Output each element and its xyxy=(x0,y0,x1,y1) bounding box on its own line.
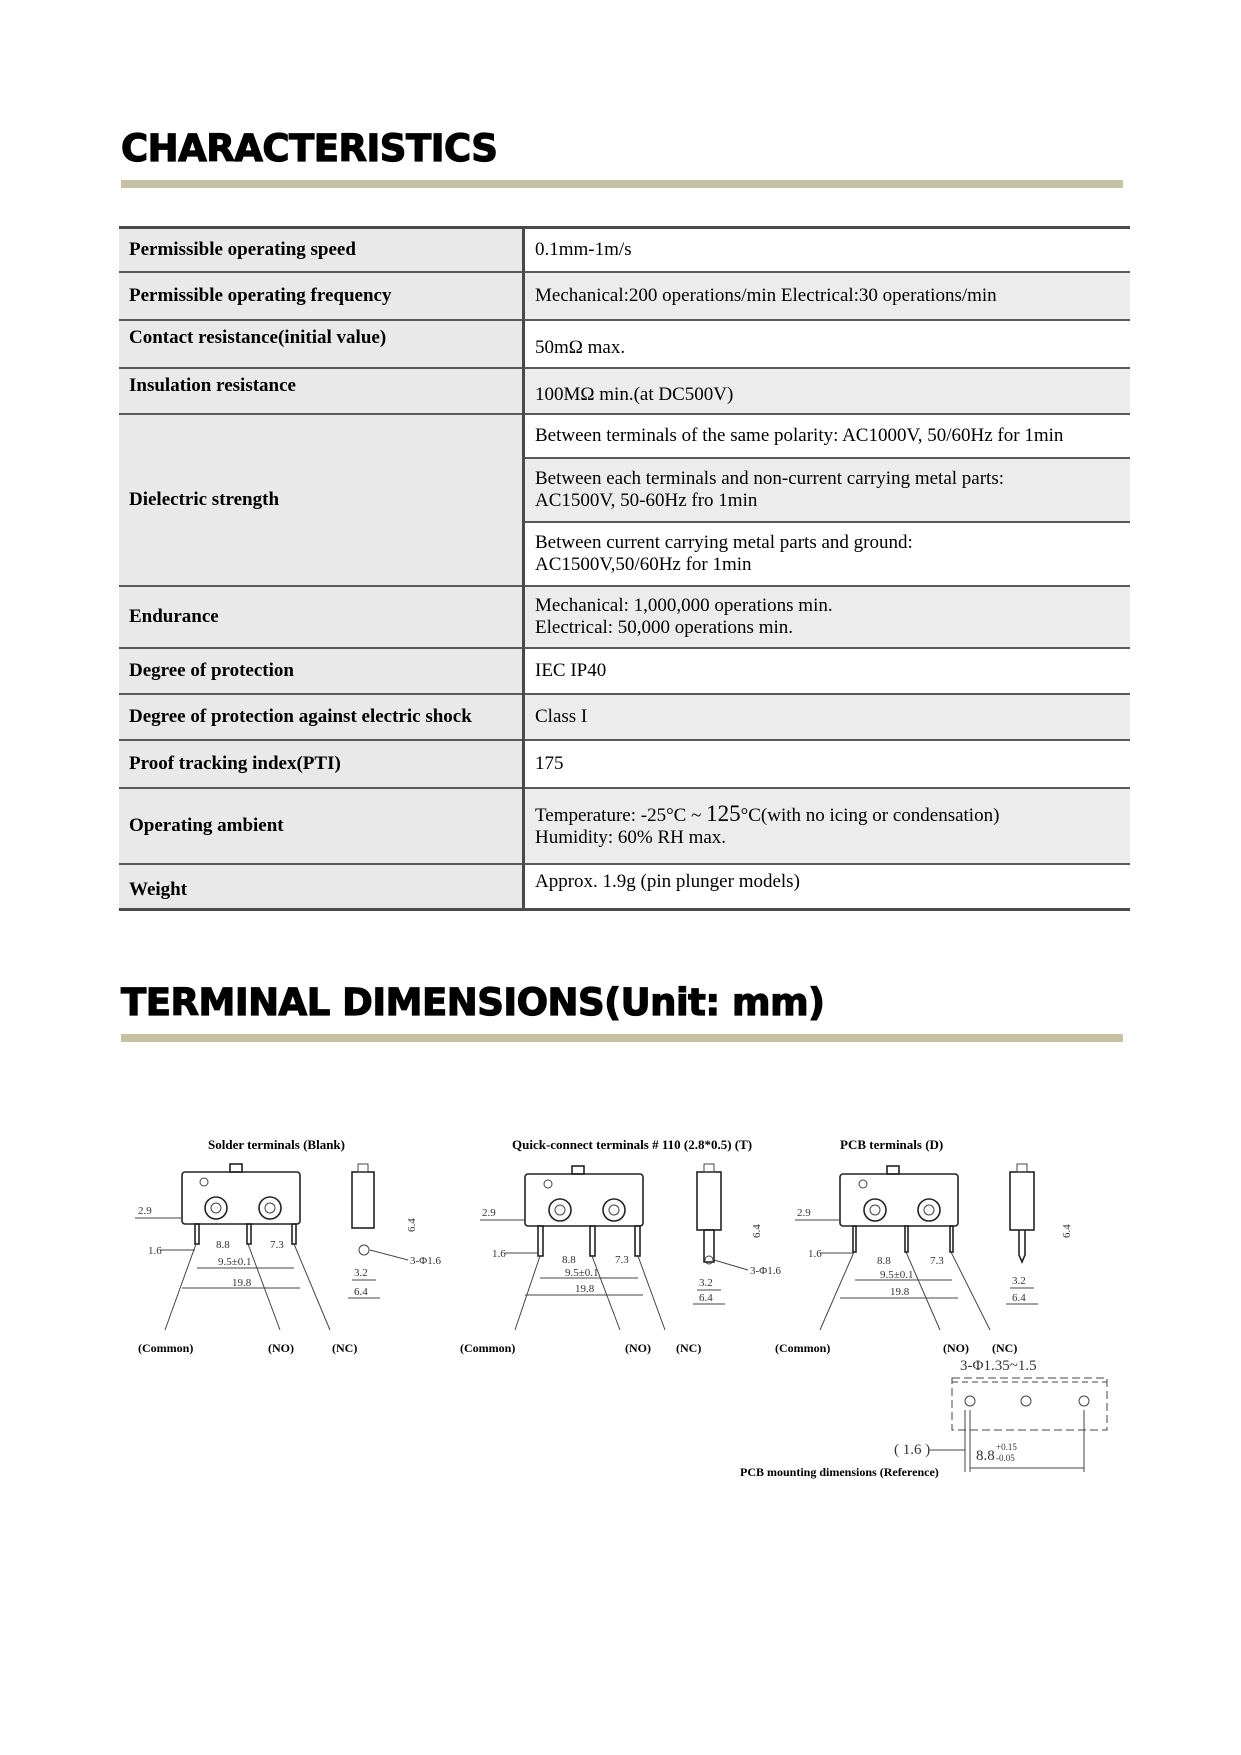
characteristics-heading: CHARACTERISTICS xyxy=(121,127,498,170)
dim-label: 19.8 xyxy=(890,1286,910,1298)
row-value: Mechanical:200 operations/min Electrical:30 operations/min xyxy=(524,272,1131,320)
table-row xyxy=(119,320,1130,368)
leader-line xyxy=(951,1252,990,1330)
value-line: Mechanical: 1,000,000 operations min. xyxy=(535,594,833,616)
switch-body-outline xyxy=(840,1174,958,1226)
row-value: Approx. 1.9g (pin plunger models) xyxy=(524,864,1131,910)
row-value: 175 xyxy=(524,740,1131,788)
dim-label: 1.6 xyxy=(808,1248,822,1260)
mount-hole-right xyxy=(603,1199,625,1221)
pcb-tol-plus: +0.15 xyxy=(996,1442,1017,1452)
value-line: Between current carrying metal parts and ground: xyxy=(535,531,913,553)
row-key: Dielectric strength xyxy=(119,414,524,586)
side-terminal-hole xyxy=(705,1256,713,1264)
dim-label: 9.5±0.1 xyxy=(565,1267,599,1279)
diagram-caption: Solder terminals (Blank) xyxy=(208,1137,345,1152)
characteristics-table xyxy=(119,226,1130,911)
terminal-no xyxy=(905,1226,908,1252)
terminal-nc xyxy=(292,1224,296,1244)
dim-label: 1.6 xyxy=(492,1248,506,1260)
dim-label: 6.4 xyxy=(1061,1224,1073,1238)
dim-label: 19.8 xyxy=(232,1277,252,1289)
side-view-outline xyxy=(1010,1172,1034,1230)
table-row xyxy=(119,788,1130,864)
row-value: 0.1mm-1m/s xyxy=(524,228,1131,272)
label-nc: (NC) xyxy=(676,1341,702,1355)
row-value xyxy=(524,522,1131,586)
diagram-caption: Quick-connect terminals # 110 (2.8*0.5) (T) xyxy=(512,1137,753,1152)
dim-label: 6.4 xyxy=(406,1218,418,1232)
table-row xyxy=(119,864,1130,910)
pcb-hole xyxy=(965,1396,975,1406)
dim-label: 2.9 xyxy=(138,1205,152,1217)
mount-hole-right-inner xyxy=(265,1203,275,1213)
side-pcb-pin xyxy=(1019,1230,1025,1262)
dim-label: 2.9 xyxy=(797,1207,811,1219)
row-value: Between terminals of the same polarity: AC1000V, 50/60Hz for 1min xyxy=(524,414,1131,458)
diagram-caption: PCB terminals (D) xyxy=(840,1137,944,1152)
pcb-hole xyxy=(1021,1396,1031,1406)
value-line: AC1500V, 50-60Hz fro 1min xyxy=(535,489,758,511)
heading-rule xyxy=(121,1034,1123,1042)
mount-hole-right-inner xyxy=(924,1205,934,1215)
table-row xyxy=(119,648,1130,694)
table-row xyxy=(119,368,1130,414)
plunger-outline xyxy=(572,1166,584,1174)
label-nc: (NC) xyxy=(992,1341,1018,1355)
quick-connect-terminal-drawing xyxy=(460,1137,781,1355)
side-view-outline xyxy=(352,1172,374,1228)
leader-line xyxy=(515,1256,540,1330)
dim-label: 7.3 xyxy=(270,1239,284,1251)
dim-label: 7.3 xyxy=(930,1255,944,1267)
value-line: Between each terminals and non-current carrying metal parts: xyxy=(535,467,1004,489)
dim-label: 9.5±0.1 xyxy=(218,1256,252,1268)
dim-label: 3.2 xyxy=(1012,1275,1026,1287)
row-key: Permissible operating frequency xyxy=(119,272,524,320)
label-common: (Common) xyxy=(460,1341,516,1355)
dim-label: 6.4 xyxy=(699,1292,713,1304)
mount-hole-left xyxy=(549,1199,571,1221)
terminal-common xyxy=(853,1226,856,1252)
switch-body-outline xyxy=(182,1172,300,1224)
dim-label: 8.8 xyxy=(216,1239,230,1251)
dim-label: 8.8 xyxy=(562,1254,576,1266)
dim-label: 9.5±0.1 xyxy=(880,1269,914,1281)
pcb-offset-label: ( 1.6 ) xyxy=(894,1442,931,1458)
terminal-no xyxy=(590,1226,595,1256)
row-key: Permissible operating speed xyxy=(119,228,524,272)
value-temp-max: 125 xyxy=(706,800,741,826)
row-key: Weight xyxy=(119,864,524,910)
mount-hole-small xyxy=(544,1180,552,1188)
dim-label: 6.4 xyxy=(354,1286,368,1298)
row-key: Degree of protection xyxy=(119,648,524,694)
row-value: Class I xyxy=(524,694,1131,740)
heading-rule xyxy=(121,180,1123,188)
dim-label: 7.3 xyxy=(615,1254,629,1266)
row-key: Insulation resistance xyxy=(119,368,524,414)
row-key: Contact resistance(initial value) xyxy=(119,320,524,368)
leader-line xyxy=(592,1256,620,1330)
row-value xyxy=(524,458,1131,522)
row-value: 50mΩ max. xyxy=(524,320,1131,368)
value-line: Electrical: 50,000 operations min. xyxy=(535,616,794,638)
value-line: Humidity: 60% RH max. xyxy=(535,826,727,848)
side-terminal-hole xyxy=(359,1245,369,1255)
dimensions-heading: TERMINAL DIMENSIONS(Unit: mm) xyxy=(121,981,825,1024)
pcb-tol-minus: -0.05 xyxy=(996,1453,1015,1463)
pcb-holes-label: 3-Φ1.35~1.5 xyxy=(960,1358,1037,1374)
label-no: (NO) xyxy=(625,1341,651,1355)
label-common: (Common) xyxy=(775,1341,831,1355)
mount-hole-right-inner xyxy=(609,1205,619,1215)
mount-hole-right xyxy=(918,1199,940,1221)
pcb-mount-caption: PCB mounting dimensions (Reference) xyxy=(740,1465,939,1479)
pcb-hole xyxy=(1079,1396,1089,1406)
mount-hole-right xyxy=(259,1197,281,1219)
terminal-nc xyxy=(635,1226,640,1256)
dim-label: 3-Φ1.6 xyxy=(410,1255,441,1267)
dim-label: 3.2 xyxy=(354,1267,368,1279)
table-row xyxy=(119,586,1130,648)
mount-hole-left xyxy=(864,1199,886,1221)
side-plunger xyxy=(358,1164,368,1172)
row-key: Proof tracking index(PTI) xyxy=(119,740,524,788)
label-no: (NO) xyxy=(268,1341,294,1355)
mount-hole-left-inner xyxy=(555,1205,565,1215)
plunger-outline xyxy=(230,1164,242,1172)
row-value xyxy=(524,586,1131,648)
row-value: 100MΩ min.(at DC500V) xyxy=(524,368,1131,414)
dim-label: 3.2 xyxy=(699,1277,713,1289)
terminal-nc xyxy=(950,1226,953,1252)
leader-line xyxy=(820,1252,854,1330)
table-row xyxy=(119,694,1130,740)
dim-label: 2.9 xyxy=(482,1207,496,1219)
dim-label: 8.8 xyxy=(877,1255,891,1267)
row-key: Degree of protection against electric shock xyxy=(119,694,524,740)
table-row xyxy=(119,740,1130,788)
leader-line xyxy=(714,1260,748,1270)
leader-line xyxy=(248,1244,280,1330)
side-plunger xyxy=(704,1164,714,1172)
mount-hole-left xyxy=(205,1197,227,1219)
value-line: Temperature: -25°C ~ xyxy=(535,804,707,826)
switch-body-outline xyxy=(525,1174,643,1226)
terminal-common xyxy=(538,1226,543,1256)
solder-terminal-drawing xyxy=(135,1137,441,1355)
row-value xyxy=(524,788,1131,864)
leader-line xyxy=(638,1256,665,1330)
dim-label: 6.4 xyxy=(1012,1292,1026,1304)
table-row xyxy=(119,272,1130,320)
mount-hole-small xyxy=(200,1178,208,1186)
plunger-outline xyxy=(887,1166,899,1174)
label-no: (NO) xyxy=(943,1341,969,1355)
label-common: (Common) xyxy=(138,1341,194,1355)
row-key: Endurance xyxy=(119,586,524,648)
side-plunger xyxy=(1017,1164,1027,1172)
dim-label: 1.6 xyxy=(148,1245,162,1257)
terminal-dimension-drawings xyxy=(120,1120,1130,1520)
row-key: Operating ambient xyxy=(119,788,524,864)
pcb-terminal-drawing xyxy=(740,1137,1107,1479)
value-line: °C(with no icing or condensation) xyxy=(740,804,1000,826)
table-row xyxy=(119,228,1130,272)
label-nc: (NC) xyxy=(332,1341,358,1355)
mount-hole-left-inner xyxy=(870,1205,880,1215)
pcb-pitch-label: 8.8 xyxy=(976,1448,995,1464)
table-row xyxy=(119,414,1130,458)
leader-line xyxy=(165,1244,196,1330)
row-value: IEC IP40 xyxy=(524,648,1131,694)
terminal-common xyxy=(195,1224,199,1244)
leader-line xyxy=(370,1250,408,1260)
mount-hole-left-inner xyxy=(211,1203,221,1213)
mount-hole-small xyxy=(859,1180,867,1188)
value-line: AC1500V,50/60Hz for 1min xyxy=(535,553,752,575)
leader-line xyxy=(294,1244,330,1330)
dim-label: 3-Φ1.6 xyxy=(750,1265,781,1277)
dim-label: 6.4 xyxy=(751,1224,763,1238)
side-view-outline xyxy=(697,1172,721,1230)
terminal-no xyxy=(247,1224,251,1244)
dim-label: 19.8 xyxy=(575,1283,595,1295)
